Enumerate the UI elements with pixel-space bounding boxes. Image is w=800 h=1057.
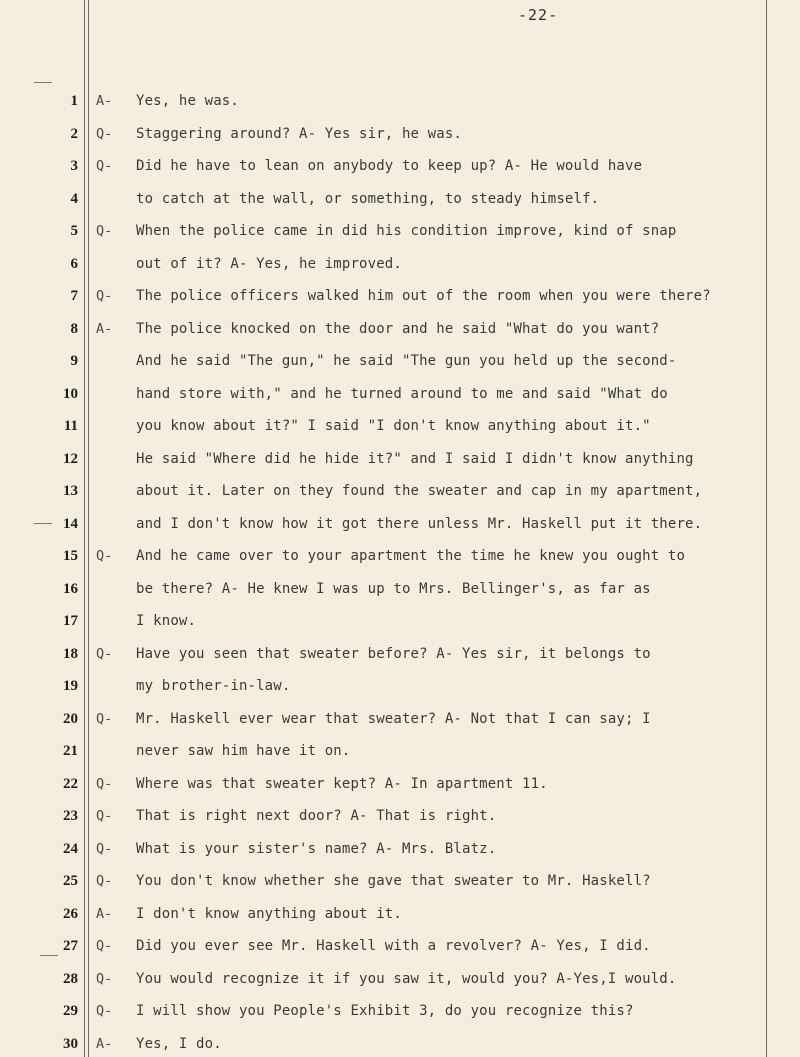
line-text: to catch at the wall, or something, to steady himself. bbox=[136, 190, 600, 207]
line-number: 22 bbox=[63, 775, 78, 792]
transcript-line bbox=[0, 91, 800, 111]
speaker-marker: Q- bbox=[96, 223, 113, 239]
transcript-line bbox=[0, 319, 800, 339]
speaker-marker: A- bbox=[96, 320, 113, 337]
line-text: And he came over to your apartment the time he knew you ought to bbox=[136, 548, 686, 564]
speaker-marker: Q- bbox=[96, 710, 113, 727]
line-number: 30 bbox=[63, 1035, 78, 1052]
transcript-line bbox=[0, 904, 800, 924]
transcript-line bbox=[0, 384, 800, 404]
line-text: He said "Where did he hide it?" and I said I didn't know anything bbox=[136, 450, 694, 467]
line-text: never saw him have it on. bbox=[136, 743, 351, 759]
line-number: 11 bbox=[63, 418, 78, 434]
line-number: 10 bbox=[63, 385, 78, 402]
line-number: 21 bbox=[63, 743, 78, 759]
transcript-line bbox=[0, 806, 800, 826]
line-number: 23 bbox=[63, 808, 78, 824]
line-text: Yes, he was. bbox=[136, 93, 239, 109]
speaker-marker: Q- bbox=[96, 808, 113, 824]
line-text: What is your sister's name? A- Mrs. Blatz. bbox=[136, 840, 497, 857]
line-text: The police officers walked him out of the room when you were there? bbox=[136, 288, 711, 304]
speaker-marker: Q- bbox=[96, 158, 113, 174]
line-number: 4 bbox=[70, 190, 78, 207]
speaker-marker: Q- bbox=[96, 645, 113, 662]
speaker-marker: Q- bbox=[96, 1003, 113, 1019]
transcript-line bbox=[0, 514, 800, 534]
speaker-marker: Q- bbox=[96, 775, 113, 792]
line-number: 20 bbox=[63, 710, 78, 727]
line-text: I will show you People's Exhibit 3, do you recognize this? bbox=[136, 1003, 634, 1019]
page-number: -22- bbox=[518, 6, 559, 24]
line-text: That is right next door? A- That is right. bbox=[136, 808, 497, 824]
margin-tick bbox=[34, 82, 52, 83]
transcript-line bbox=[0, 579, 800, 599]
speaker-marker: Q- bbox=[96, 938, 113, 954]
line-text: I know. bbox=[136, 613, 197, 629]
line-number: 5 bbox=[70, 223, 78, 239]
transcript-line bbox=[0, 839, 800, 859]
transcript-line bbox=[0, 741, 800, 761]
line-number: 28 bbox=[63, 970, 78, 987]
speaker-marker: A- bbox=[96, 1035, 113, 1052]
line-text: my brother-in-law. bbox=[136, 678, 291, 694]
transcript-line bbox=[0, 709, 800, 729]
line-number: 14 bbox=[63, 515, 78, 532]
transcript-line bbox=[0, 936, 800, 956]
speaker-marker: Q- bbox=[96, 548, 113, 564]
transcript-line bbox=[0, 1001, 800, 1021]
line-text: Yes, I do. bbox=[136, 1035, 222, 1052]
line-text: Mr. Haskell ever wear that sweater? A- Not that I can say; I bbox=[136, 710, 651, 727]
transcript-line bbox=[0, 156, 800, 176]
line-number: 17 bbox=[63, 613, 78, 629]
line-number: 3 bbox=[70, 158, 78, 174]
line-text: Did you ever see Mr. Haskell with a revolver? A- Yes, I did. bbox=[136, 938, 651, 954]
line-text: When the police came in did his condition improve, kind of snap bbox=[136, 223, 677, 239]
line-number: 25 bbox=[63, 873, 78, 889]
speaker-marker: Q- bbox=[96, 288, 113, 304]
line-number: 18 bbox=[63, 645, 78, 662]
line-text: Did he have to lean on anybody to keep up? A- He would have bbox=[136, 158, 643, 174]
speaker-marker: Q- bbox=[96, 125, 113, 142]
speaker-marker: A- bbox=[96, 93, 113, 109]
transcript-line bbox=[0, 189, 800, 209]
line-text: out of it? A- Yes, he improved. bbox=[136, 255, 402, 272]
line-text: Staggering around? A- Yes sir, he was. bbox=[136, 125, 462, 142]
line-text: And he said "The gun," he said "The gun you held up the second- bbox=[136, 353, 677, 369]
line-number: 13 bbox=[63, 483, 78, 499]
transcript-line bbox=[0, 676, 800, 696]
line-number: 26 bbox=[63, 905, 78, 922]
line-text: Where was that sweater kept? A- In apartment 11. bbox=[136, 775, 548, 792]
line-number: 8 bbox=[70, 320, 78, 337]
transcript-line bbox=[0, 546, 800, 566]
transcript-line bbox=[0, 254, 800, 274]
line-number: 7 bbox=[70, 288, 78, 304]
line-number: 27 bbox=[63, 938, 78, 954]
line-number: 24 bbox=[63, 840, 78, 857]
transcript-line bbox=[0, 969, 800, 989]
transcript-line bbox=[0, 351, 800, 371]
speaker-marker: Q- bbox=[96, 873, 113, 889]
line-number: 9 bbox=[70, 353, 78, 369]
line-number: 1 bbox=[70, 93, 78, 109]
line-text: you know about it?" I said "I don't know anything about it." bbox=[136, 418, 651, 434]
line-number: 6 bbox=[70, 255, 78, 272]
line-number: 2 bbox=[70, 125, 78, 142]
transcript-line bbox=[0, 611, 800, 631]
transcript-line bbox=[0, 124, 800, 144]
line-text: You don't know whether she gave that sweater to Mr. Haskell? bbox=[136, 873, 651, 889]
transcript-line bbox=[0, 286, 800, 306]
speaker-marker: A- bbox=[96, 905, 113, 922]
speaker-marker: Q- bbox=[96, 840, 113, 857]
line-text: and I don't know how it got there unless Mr. Haskell put it there. bbox=[136, 515, 703, 532]
line-number: 19 bbox=[63, 678, 78, 694]
line-text: be there? A- He knew I was up to Mrs. Bellinger's, as far as bbox=[136, 580, 651, 597]
line-text: hand store with," and he turned around to me and said "What do bbox=[136, 385, 668, 402]
line-number: 16 bbox=[63, 580, 78, 597]
line-number: 29 bbox=[63, 1003, 78, 1019]
line-number: 15 bbox=[63, 548, 78, 564]
transcript-line bbox=[0, 871, 800, 891]
speaker-marker: Q- bbox=[96, 970, 113, 987]
transcript-line bbox=[0, 774, 800, 794]
transcript-line bbox=[0, 644, 800, 664]
line-text: about it. Later on they found the sweater and cap in my apartment, bbox=[136, 483, 703, 499]
transcript-line bbox=[0, 416, 800, 436]
transcript-line bbox=[0, 449, 800, 469]
line-number: 12 bbox=[63, 450, 78, 467]
line-text: You would recognize it if you saw it, would you? A-Yes,I would. bbox=[136, 970, 677, 987]
line-text: I don't know anything about it. bbox=[136, 905, 402, 922]
transcript-line bbox=[0, 221, 800, 241]
transcript-line bbox=[0, 481, 800, 501]
line-text: The police knocked on the door and he said "What do you want? bbox=[136, 320, 660, 337]
transcript-line bbox=[0, 1034, 800, 1054]
line-text: Have you seen that sweater before? A- Yes sir, it belongs to bbox=[136, 645, 651, 662]
